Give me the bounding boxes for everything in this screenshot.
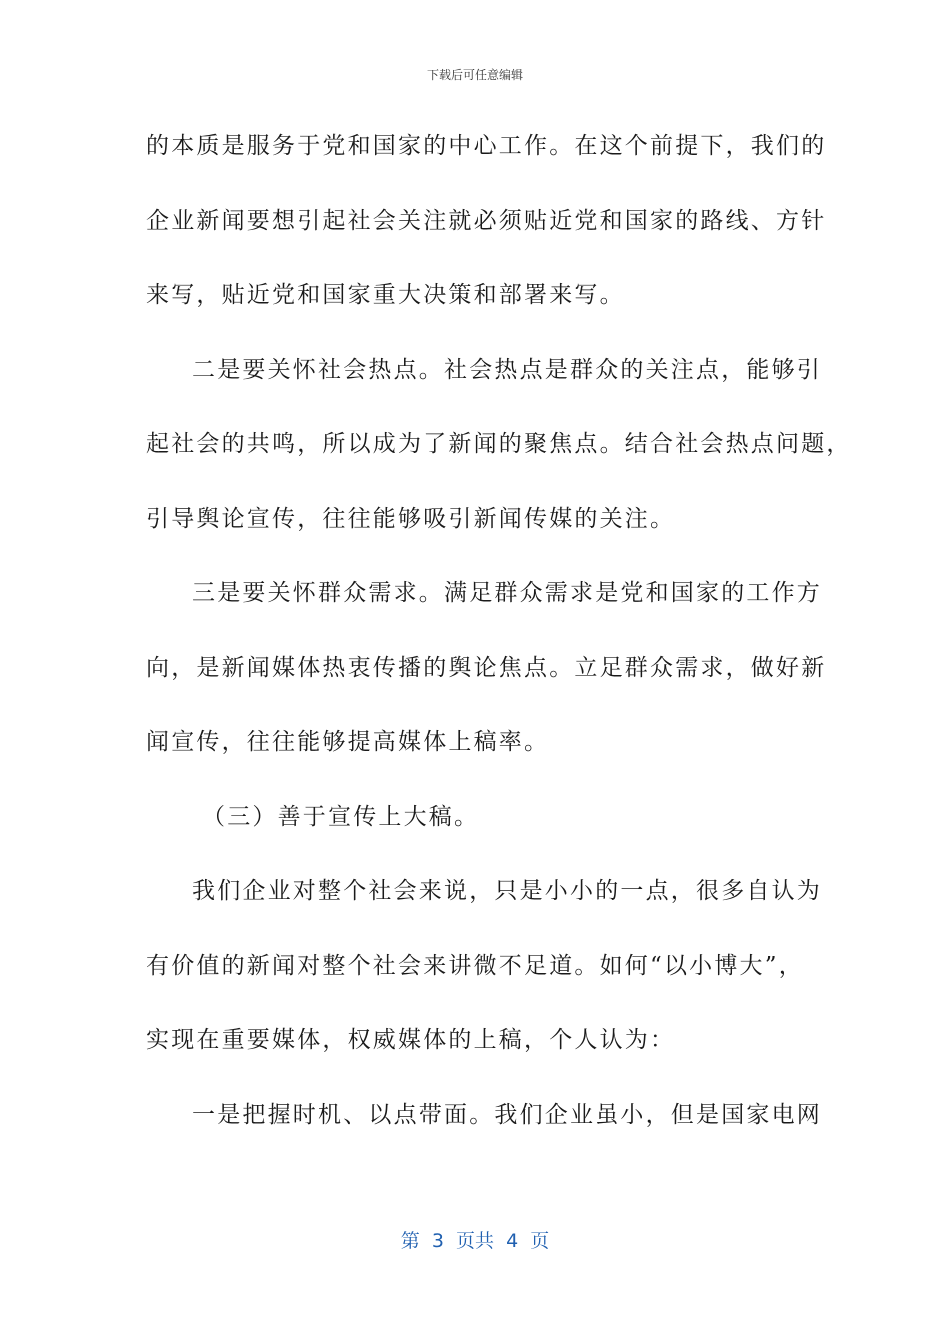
section-heading: （三）善于宣传上大稿。 <box>202 803 480 830</box>
text-line: 有价值的新闻对整个社会来讲微不足道。如何“以小博大”， <box>146 952 804 979</box>
text-line: 的本质是服务于党和国家的中心工作。在这个前提下，我们的 <box>146 133 827 159</box>
header-note: 下载后可任意编辑 <box>426 68 523 82</box>
paragraph-start: 二是要关怀社会热点。社会热点是群众的关注点，能够引 <box>192 356 822 383</box>
document-body <box>146 124 852 1167</box>
text-line: 实现在重要媒体，权威媒体的上稿，个人认为： <box>146 1027 676 1053</box>
paragraph-start: 我们企业对整个社会来说，只是小小的一点，很多自认为 <box>192 878 822 904</box>
paragraph-start: 三是要关怀群众需求。满足群众需求是党和国家的工作方 <box>192 580 822 606</box>
text-line: 向，是新闻媒体热衷传播的舆论焦点。立足群众需求，做好新 <box>146 654 827 681</box>
page-number: 第 3 页共 4 页 <box>400 1230 550 1252</box>
text-line: 闻宣传，往往能够提高媒体上稿率。 <box>146 729 550 755</box>
paragraph-start: 一是把握时机、以点带面。我们企业虽小，但是国家电网 <box>192 1101 822 1128</box>
text-line: 企业新闻要想引起社会关注就必须贴近党和国家的路线、方针 <box>146 207 827 234</box>
text-line: 起社会的共鸣，所以成为了新闻的聚焦点。结合社会热点问题， <box>146 431 852 457</box>
text-line: 来写，贴近党和国家重大决策和部署来写。 <box>146 282 625 308</box>
text-line: 引导舆论宣传，往往能够吸引新闻传媒的关注。 <box>146 505 676 532</box>
